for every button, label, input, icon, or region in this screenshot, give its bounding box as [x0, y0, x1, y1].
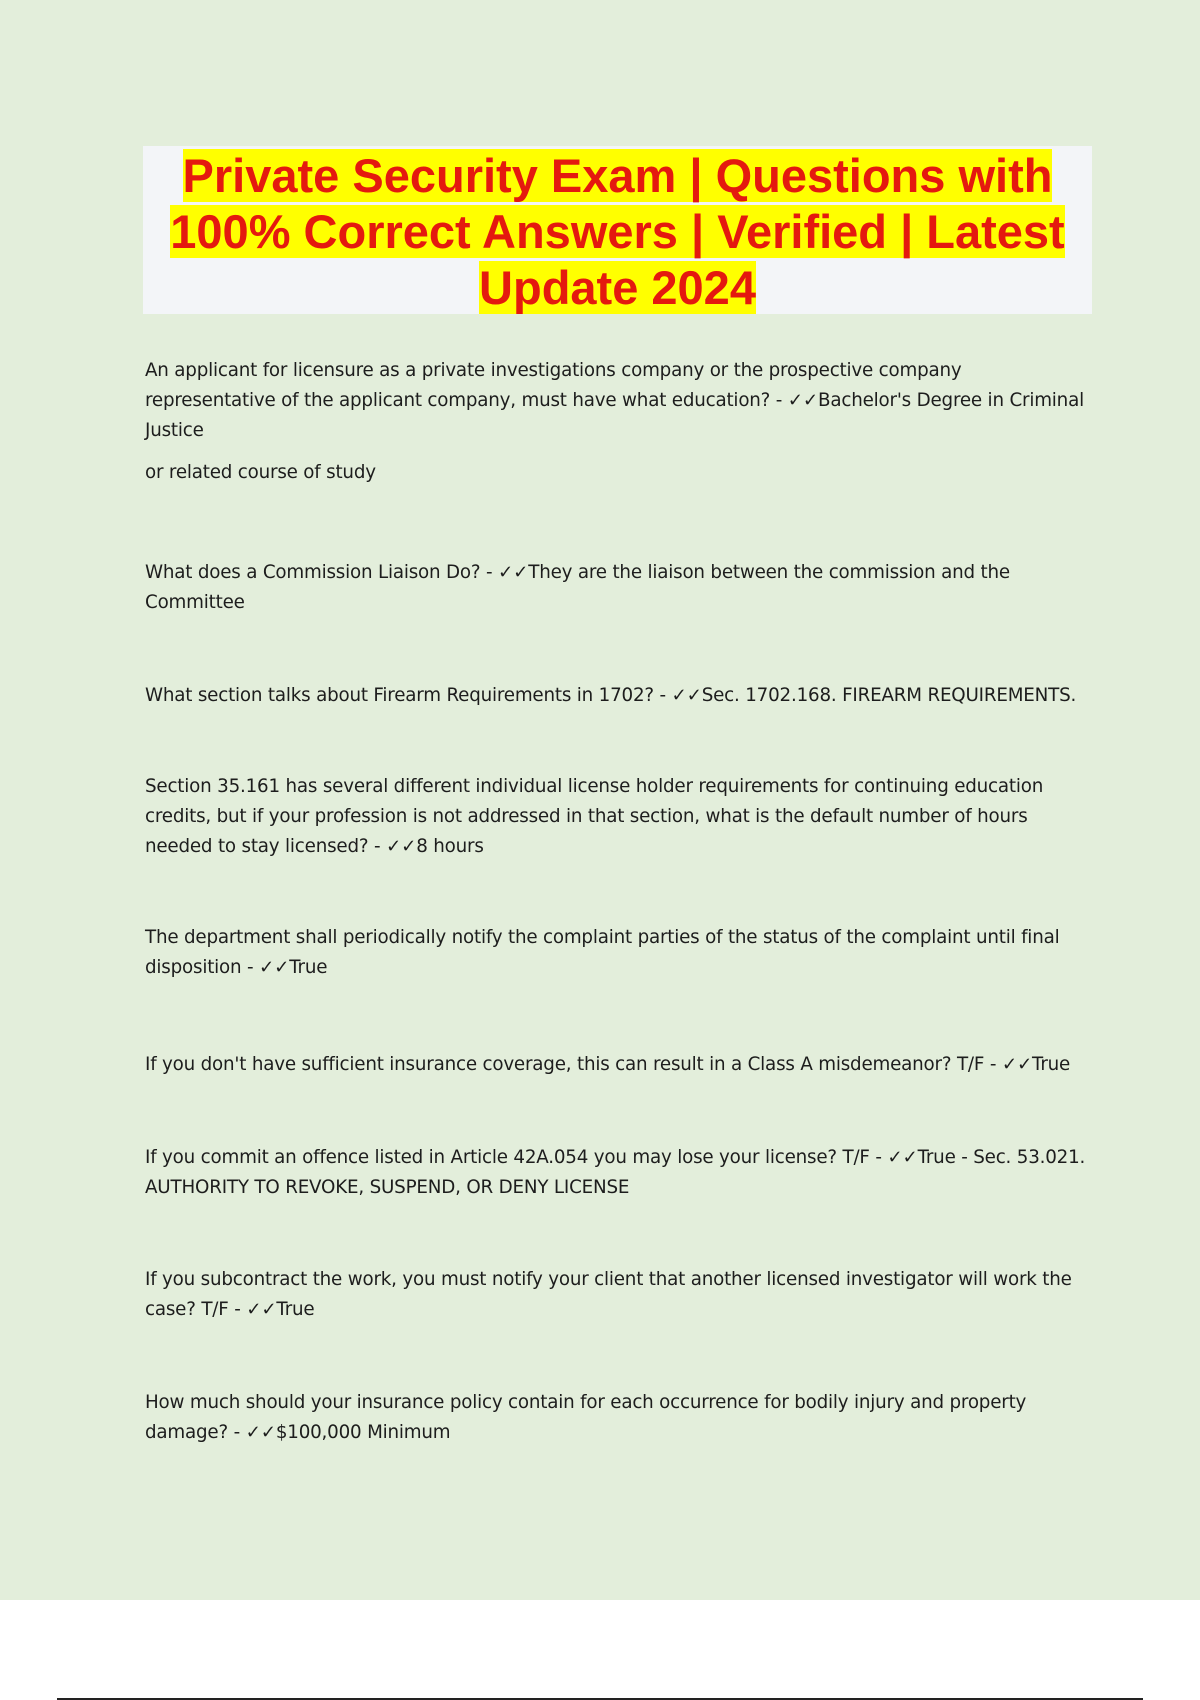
qa-item-text: How much should your insurance policy contain for each occurrence for bodily injury and property damage? - ✓✓$100,000 Minimum — [145, 1392, 1027, 1443]
qa-item-2 — [145, 558, 1090, 618]
document-title-text: Private Security Exam | Questions with 100% Correct Answers | Verified | Latest Update 2024 — [170, 149, 1065, 314]
qa-item-9 — [145, 1388, 1090, 1448]
qa-item-text: The department shall periodically notify the complaint parties of the status of the complaint until final disposition - ✓✓True — [145, 927, 1060, 978]
qa-item-3 — [145, 681, 1090, 711]
qa-item-text: What section talks about Firearm Requirements in 1702? - ✓✓Sec. 1702.168. FIREARM REQUIREMENTS. — [145, 685, 1077, 706]
document-title — [143, 146, 1092, 316]
qa-item-text: If you don't have sufficient insurance coverage, this can result in a Class A misdemeanor? T/F - ✓✓True — [145, 1054, 1071, 1075]
qa-item-text: If you commit an offence listed in Article 42A.054 you may lose your license? T/F - ✓✓True - Sec. 53.021. AUTHORITY TO REVOKE, SUSPEND, OR DENY LICENSE — [145, 1147, 1086, 1198]
qa-item-4 — [145, 772, 1090, 862]
title-banner — [143, 146, 1092, 314]
qa-item-text: An applicant for licensure as a private investigations company or the prospective company representative of the applicant company, must have what education? - ✓✓Bachelor's Degree in Criminal Justice — [145, 360, 1084, 441]
qa-item-6 — [145, 1050, 1090, 1080]
qa-item-8 — [145, 1265, 1090, 1325]
qa-item-1 — [145, 356, 1090, 488]
qa-item-text: If you subcontract the work, you must notify your client that another licensed investigator will work the case? T/F - ✓✓True — [145, 1269, 1072, 1320]
qa-item-text: Section 35.161 has several different individual license holder requirements for continuing education credits, but if your profession is not addressed in that section, what is the default number of hours needed to stay licensed? - ✓✓8 hours — [145, 776, 1044, 857]
qa-item-continuation: or related course of study — [145, 462, 376, 483]
qa-item-5 — [145, 923, 1090, 983]
qa-item-text: What does a Commission Liaison Do? - ✓✓They are the liaison between the commission and the Committee — [145, 562, 1010, 613]
qa-item-7 — [145, 1143, 1090, 1203]
